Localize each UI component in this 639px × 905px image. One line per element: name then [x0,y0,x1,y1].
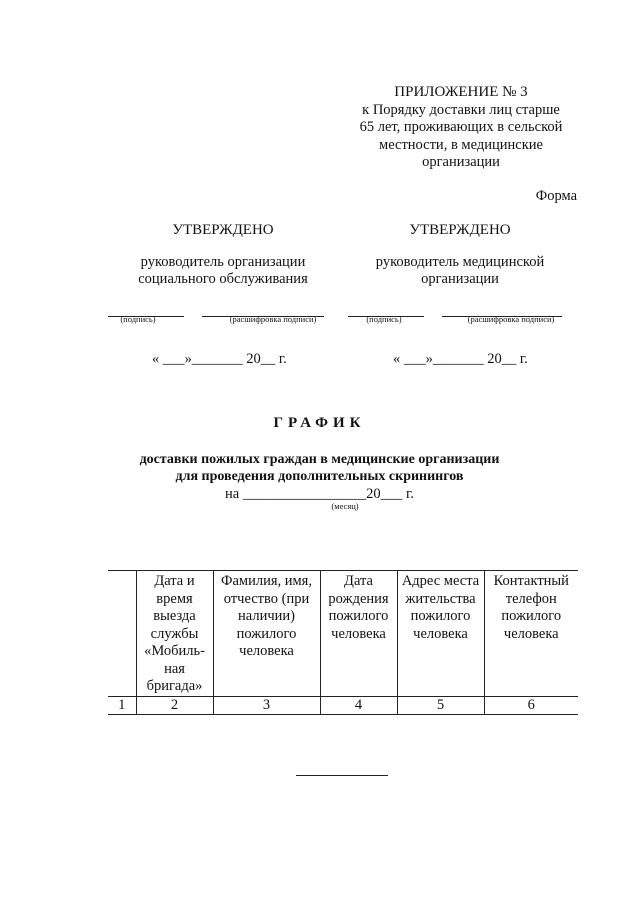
month-line: на _________________20___ г. [225,486,414,502]
approval-left-line: социального обслуживания [138,271,308,287]
column-number: 6 [484,696,578,715]
form-label: Форма [535,188,577,204]
column-number: 3 [213,696,320,715]
column-header-departure: Дата и время выезда службы «Мобиль-ная бригада» [136,571,213,697]
column-number: 1 [108,696,136,715]
approval-right [360,222,560,289]
column-header-full-name: Фамилия, имя, отчество (при наличии) пожилого человека [213,571,320,697]
approval-left-line: руководитель организации [140,253,306,270]
appendix-block [345,84,577,172]
column-header-phone: Контактный телефон пожилого человека [484,571,578,697]
right-signature-caption: (подпись) [366,314,402,324]
column-number: 4 [320,696,397,715]
right-approval-date: « ___»_______ 20__ г. [393,351,528,367]
document-subtitle-line: доставки пожилых граждан в медицинские организации [139,452,500,467]
left-signature-caption: (подпись) [120,314,156,324]
column-number: 2 [136,696,213,715]
appendix-title: ПРИЛОЖЕНИЕ № 3 [394,84,528,100]
end-divider [296,775,388,776]
appendix-line: к Порядку доставки лиц старше [362,101,560,118]
approval-left-heading: УТВЕРЖДЕНО [172,222,274,238]
approval-right-line: руководитель медицинской [375,253,545,270]
right-decoding-caption: (расшифровка подписи) [467,314,555,324]
left-decoding-caption: (расшифровка подписи) [229,314,317,324]
document-subtitle-line: для проведения дополнительных скринингов [175,469,464,484]
column-header-index [108,571,136,697]
document-title: ГРАФИК [273,415,366,431]
column-header-birth-date: Дата рождения пожилого человека [320,571,397,697]
appendix-line: 65 лет, проживающих в сельской [359,119,563,135]
column-number: 5 [397,696,484,715]
table-header-row [108,571,578,697]
approval-right-heading: УТВЕРЖДЕНО [409,222,511,238]
appendix-line: местности, в медицинские [379,136,543,153]
schedule-table [108,570,578,715]
column-header-address: Адрес места жительства пожилого человека [397,571,484,697]
left-approval-date: « ___»_______ 20__ г. [152,351,287,367]
appendix-line: организации [422,154,500,170]
approval-right-line: организации [421,271,499,287]
approval-left [118,222,328,289]
table-number-row [108,696,578,715]
month-caption: (месяц) [331,501,359,511]
